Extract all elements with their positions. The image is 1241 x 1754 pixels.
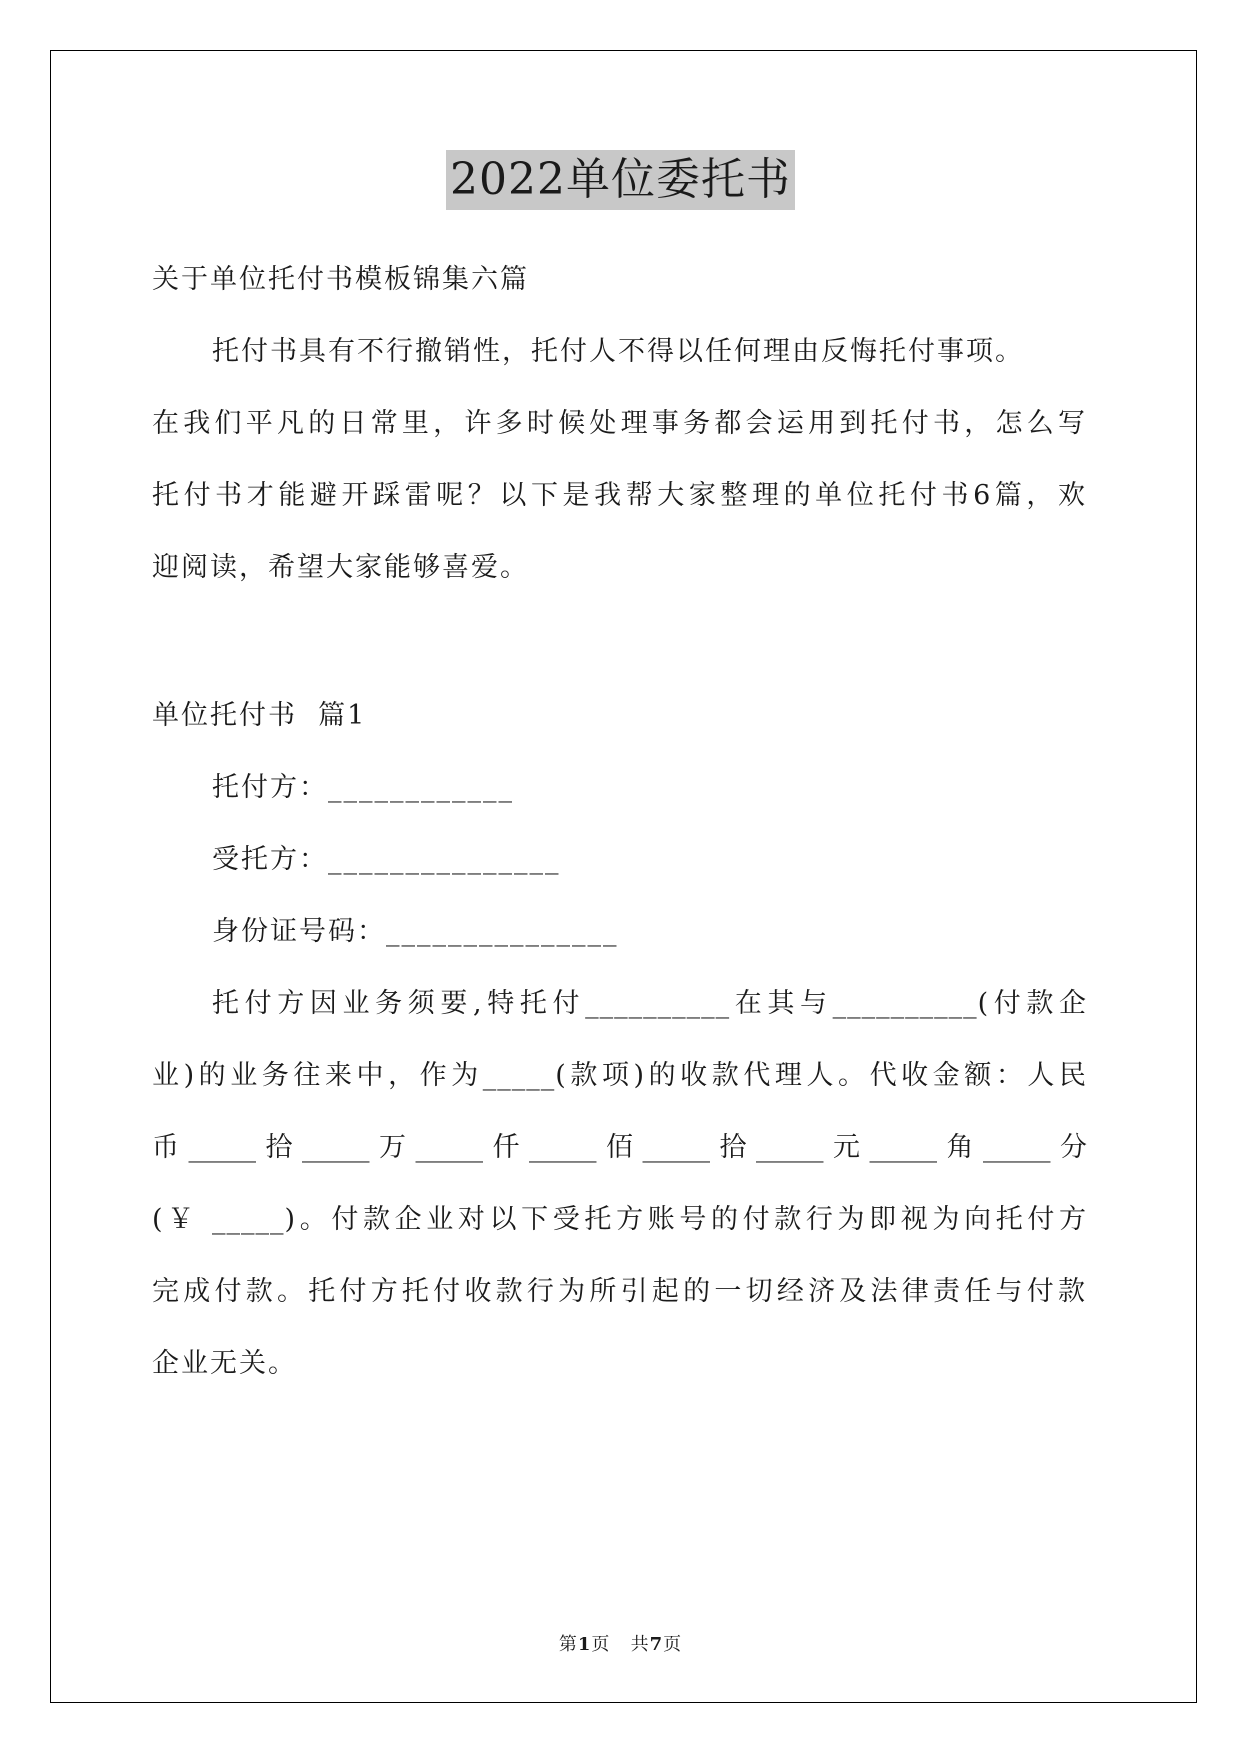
- page-footer: [0, 1630, 1241, 1656]
- intro-line-2: 在我们平凡的日常里，许多时候处理事务都会运用到托付书，怎么写: [152, 408, 1087, 439]
- body-line-5: 完成付款。托付方托付收款行为所引起的一切经济及法律责任与付款: [152, 1276, 1087, 1307]
- footer-mid: 页 共: [591, 1634, 650, 1655]
- subtitle: 关于单位托付书模板锦集六篇: [152, 264, 529, 295]
- title-container: [0, 150, 1241, 210]
- intro-line-3: 托付书才能避开踩雷呢？以下是我帮大家整理的单位托付书6篇，欢: [152, 480, 1087, 511]
- body-line-3: 币_____拾_____万_____仟_____佰_____拾_____元_____角_____分: [152, 1132, 1087, 1163]
- section-heading: 单位托付书 篇1: [152, 700, 367, 731]
- body-line-2: 业)的业务往来中，作为_____(款项)的收款代理人。代收金额：人民: [152, 1060, 1087, 1091]
- intro-line-1: 托付书具有不行撤销性，托付人不得以任何理由反悔托付事项。: [212, 336, 1024, 367]
- footer-total-pages: 7: [649, 1634, 664, 1655]
- body-line-4: (￥ _____)。付款企业对以下受托方账号的付款行为即视为向托付方: [152, 1204, 1087, 1235]
- body-line-1: 托付方因业务须要,特托付__________在其与__________(付款企: [212, 988, 1087, 1019]
- intro-line-4: 迎阅读，希望大家能够喜爱。: [152, 552, 529, 583]
- footer-prefix: 第: [558, 1634, 578, 1655]
- field-agent: 受托方：_______________: [212, 844, 561, 875]
- body-line-6: 企业无关。: [152, 1348, 297, 1379]
- field-id-number: 身份证号码：_______________: [212, 916, 619, 947]
- field-principal: 托付方：____________: [212, 772, 514, 803]
- document-title: 2022单位委托书: [446, 150, 795, 210]
- footer-page-number: 1: [577, 1634, 592, 1655]
- footer-suffix: 页: [663, 1634, 683, 1655]
